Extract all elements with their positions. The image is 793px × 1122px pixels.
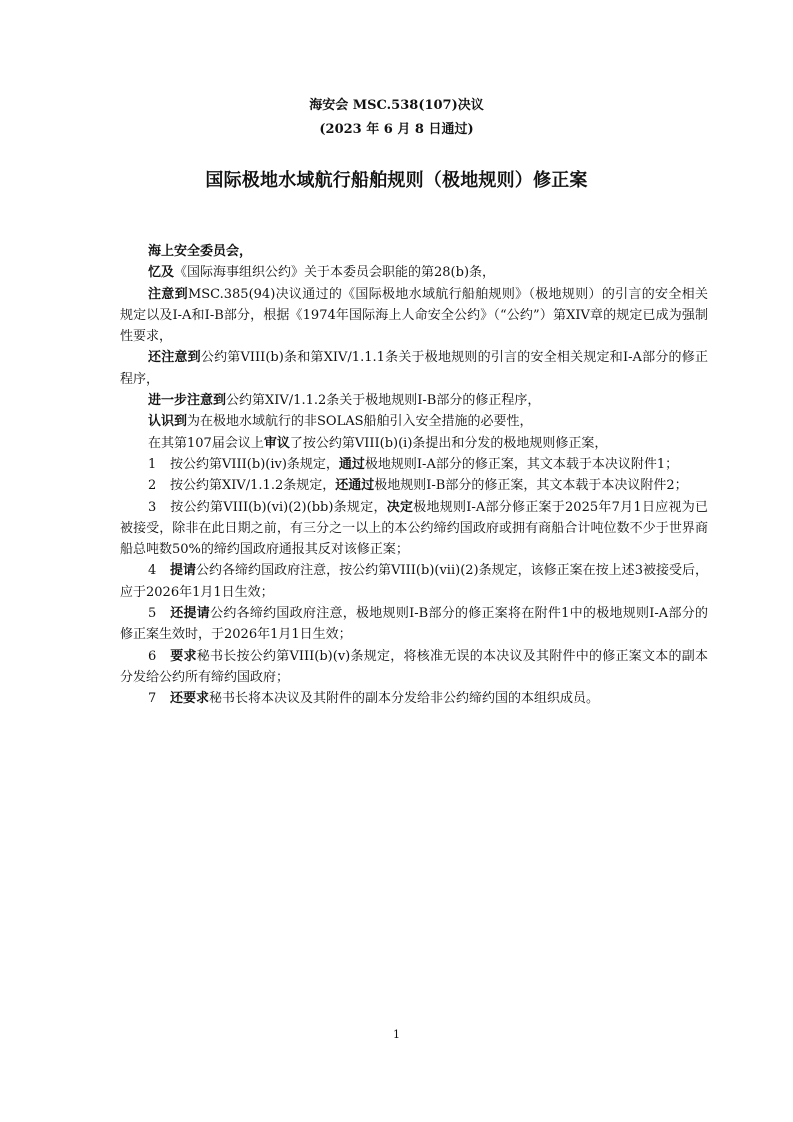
- preamble-paragraph-2: [120, 284, 708, 348]
- preamble-text: 公约第VIII(b)条和第XIV/1.1.1条关于极地规则的引言的安全相关规定和I-A部分的修正程序，: [120, 350, 708, 387]
- preamble-text: 《国际海事组织公约》关于本委员会职能的第28(b)条，: [174, 265, 496, 281]
- operative-text: 公约各缔约国政府注意，极地规则I-B部分的修正案将在附件1中的极地规则I-A部分的修正案生效时，于2026年1月1日生效；: [120, 606, 708, 643]
- preamble-keyword: 注意到: [148, 286, 188, 302]
- preamble-paragraph-5: [120, 411, 708, 432]
- preamble-keyword: 还注意到: [148, 350, 201, 366]
- operative-paragraph-6: [120, 646, 708, 689]
- resolution-body: [120, 241, 708, 710]
- preamble-keyword: 进一步注意到: [148, 393, 227, 409]
- operative-text: 秘书长将本决议及其附件的副本分发给非公约缔约国的本组织成员。: [209, 691, 600, 707]
- operative-text: 秘书长按公约第VIII(b)(v)条规定，将核准无误的本决议及其附件中的修正案文本的副本分发给公约所有缔约国政府；: [120, 648, 708, 685]
- operative-keyword: 提请: [170, 563, 197, 579]
- operative-keyword: 还提请: [170, 606, 211, 622]
- operative-text: 极地规则I-A部分的修正案，其文本载于本决议附件1；: [364, 456, 679, 472]
- operative-keyword: 还通过: [335, 478, 375, 494]
- preamble-paragraph-3: [120, 347, 708, 390]
- operative-paragraph-1: [120, 454, 708, 475]
- preamble-text: MSC.385(94)决议通过的《国际极地水域航行船舶规则》（极地规则）的引言的安全相关规定以及I-A和I-B部分，根据《1974年国际海上人命安全公约》（“公约”）第XIV章的规定已成为强制性要求，: [120, 286, 708, 345]
- operative-keyword: 还要求: [170, 691, 210, 707]
- operative-keyword: 通过: [338, 456, 365, 472]
- document-title: 国际极地水域航行船舶规则（极地规则）修正案: [205, 170, 588, 191]
- committee-name: 海上安全委员会，: [148, 244, 253, 259]
- paragraph-number: 3: [148, 499, 157, 515]
- paragraph-number: 2: [148, 478, 157, 494]
- committee-heading: [120, 241, 708, 262]
- paragraph-number: 4: [148, 563, 157, 579]
- resolution-number: 海安会 MSC.538(107)决议: [309, 98, 484, 113]
- preamble-paragraph-6: [120, 433, 708, 454]
- preamble-keyword: 审议: [263, 435, 290, 451]
- page-number: 1: [393, 1028, 400, 1041]
- preamble-text: 了按公约第VIII(b)(i)条提出和分发的极地规则修正案，: [289, 435, 608, 451]
- operative-paragraph-4: [120, 560, 708, 603]
- operative-text: 按公约第VIII(b)(iv)条规定，: [170, 456, 339, 472]
- operative-keyword: 要求: [170, 648, 197, 664]
- paragraph-number: 6: [148, 648, 157, 664]
- paragraph-number: 7: [148, 691, 157, 707]
- preamble-paragraph-4: [120, 390, 708, 411]
- operative-text: 公约各缔约国政府注意，按公约第VIII(b)(vii)(2)条规定，该修正案在按上述3被接受后，应于2026年1月1日生效；: [120, 563, 708, 600]
- operative-paragraph-2: [120, 475, 708, 496]
- operative-text: 极地规则I-A部分修正案于2025年7月1日应视为已被接受，除非在此日期之前，有三分之一以上的本公约缔约国政府或拥有商船合计吨位数不少于世界商船总吨数50%的缔约国政府通报其反对该修正案；: [120, 499, 708, 558]
- paragraph-number: 1: [148, 456, 157, 472]
- preamble-keyword: 认识到: [148, 414, 188, 430]
- paragraph-number: 5: [148, 606, 157, 622]
- operative-text: 极地规则I-B部分的修正案，其文本载于本决议附件2；: [374, 478, 688, 494]
- preamble-keyword: 忆及: [148, 265, 175, 281]
- operative-paragraph-3: [120, 497, 708, 561]
- preamble-text: 为在极地水域航行的非SOLAS船舶引入安全措施的必要性，: [187, 414, 533, 430]
- preamble-paragraph-1: [120, 262, 708, 283]
- operative-keyword: 决定: [386, 499, 414, 515]
- operative-paragraph-7: [120, 688, 708, 709]
- adoption-date: (2023 年 6 月 8 日通过): [319, 122, 474, 137]
- operative-text: 按公约第XIV/1.1.2条规定，: [170, 478, 336, 494]
- preamble-text: 在其第107届会议上: [148, 435, 264, 451]
- operative-text: 按公约第VIII(b)(vi)(2)(bb)条规定，: [170, 499, 387, 515]
- operative-paragraph-5: [120, 603, 708, 646]
- preamble-text: 公约第XIV/1.1.2条关于极地规则I-B部分的修正程序，: [226, 393, 541, 409]
